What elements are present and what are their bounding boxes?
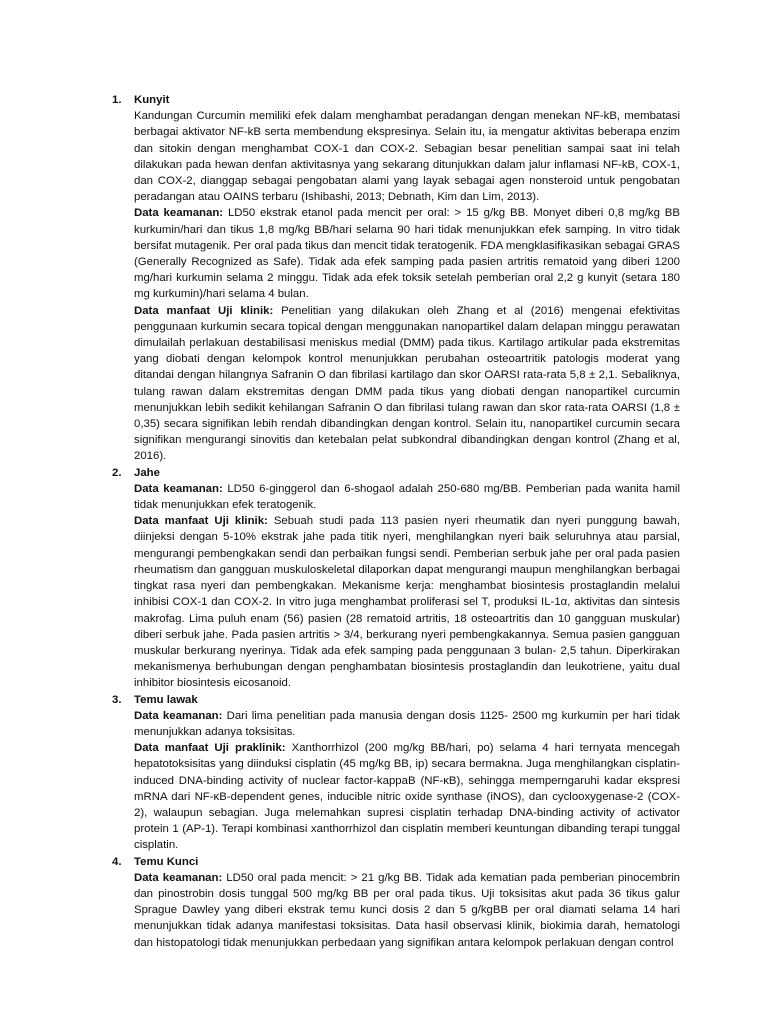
paragraph-safety-data: [134, 205, 680, 302]
paragraph-preclinical-data: [134, 740, 680, 853]
paragraph-safety-data: [134, 708, 680, 740]
paragraph-intro: [134, 108, 680, 205]
section-title: Temu Kunci: [134, 855, 199, 868]
paragraph-label: Data keamanan:: [134, 207, 224, 220]
paragraph-clinical-data: [134, 303, 680, 465]
paragraph-safety-data: [134, 870, 680, 951]
paragraph-text: Sebuah studi pada 113 pasien nyeri rheumatik dan nyeri punggung bawah, diinjeksi dengan 5-10% ekstrak jahe pada titik nyeri, menghilangkan nyeri baik seluruhnya atau parsial, mengurangi pembengkakan sendi dan perbaikan fungsi sendi. Pemberian serbuk jahe per oral pada pasien rheumatism dan gangguan muskuloskeletal dilaporkan dapat mengurangi maupun menghilangkan berbagai tingkat rasa nyeri dan pembengkakan. Mekanisme kerja: menghambat biosintesis prostaglandin melalui inhibisi COX-1 dan COX-2. In vitro juga menghambat proliferasi sel T, produksi IL-1α, aktivitas dan sintesis makrofag. Lima puluh enam (56) pasien (28 rematoid artritis, 18 osteoartritis dan 10 gangguan muskular) diberi serbuk jahe. Pada pasien artritis > 3/4, berkurang nyeri pembengkakannya. Semua pasien gangguan muskular berkurang nyerinya. Tidak ada efek samping pada penggunaan 3 bulan- 2,5 tahun. Diperkirakan mekanismenya berhubungan dengan penghambatan biosintesis prostaglandin dan leukotriene, yaitu dual inhibitor biosintesis eicosanoid.: [134, 515, 680, 690]
paragraph-text: Xanthorrhizol (200 mg/kg BB/hari, po) selama 4 hari ternyata mencegah hepatotoksisitas yang diinduksi cisplatin (45 mg/kg BB, ip) secara bermakna. Juga menghilangkan cisplatin-induced DNA-binding activity of nuclear factor-kappaB (NF-κB), sehingga memperngaruhi kadar ekspresi mRNA dari NF-κB-dependent genes, inducible nitric oxide synthase (iNOS), dan cyclooxygenase-2 (COX-2), walaupun sebagian. Juga melemahkan supresi cisplatin terhadap DNA-binding activity of activator protein 1 (AP-1). Terapi kombinasi xanthorrhizol dan cisplatin memberi keuntungan dibanding terapi tunggal cisplatin.: [134, 742, 680, 852]
section-title: Jahe: [134, 466, 160, 479]
paragraph-text: LD50 6-ginggerol dan 6-shogaol adalah 250-680 mg/BB. Pemberian pada wanita hamil tidak menunjukkan efek teratogenik.: [134, 482, 680, 512]
paragraph-text: Penelitian yang dilakukan oleh Zhang et al (2016) mengenai efektivitas penggunaan kurkumin secara topical dengan menggunakan nanopartikel dalam delapan minggu perawatan dimulailah perlakuan destabilisasi meniskus medial (DMM) pada tikus. Kartilago artikular pada ekstremitas yang diobati dengan kelompok kontrol menunjukkan perubahan osteoartritik patologis moderat yang ditandai dengan hilangnya Safranin O dan fibrilasi kartilago dan skor OARSI rata-rata 5,8 ± 2,1. Sebaliknya, tulang rawan dalam ekstremitas dengan DMM pada tikus yang diobati dengan nanopartikel curcumin menunjukkan lebih sedikit kehilangan Safranin O dan fibrilasi tulang rawan dan skor rata-rata OARSI (1,8 ± 0,35) secara signifikan lebih rendah dibandingkan dengan kontrol. Selain itu, nanopartikel curcumin secara signifikan mengurangi sinovitis dan ketebalan pelat subkondral dibandingkan dengan kontrol (Zhang et al, 2016).: [134, 304, 680, 463]
section-number: 2.: [112, 466, 122, 479]
section-number: 1.: [112, 94, 122, 106]
section-number: 4.: [112, 855, 122, 868]
paragraph-label: Data manfaat Uji klinik:: [134, 515, 268, 528]
paragraph-text: Dari lima penelitian pada manusia dengan dosis 1125- 2500 mg kurkumin per hari tidak menunjukkan adanya toksisitas.: [134, 709, 680, 738]
section-temu-kunci: [106, 854, 680, 951]
paragraph-label: Data keamanan:: [134, 709, 223, 722]
section-jahe: [106, 465, 680, 692]
section-temu-lawak: [106, 692, 680, 854]
paragraph-clinical-data: [134, 513, 680, 691]
section-number: 3.: [112, 693, 122, 706]
paragraph-label: Data keamanan:: [134, 482, 223, 495]
paragraph-label: Data manfaat Uji praklinik:: [134, 742, 286, 755]
section-title: Kunyit: [134, 94, 170, 106]
paragraph-label: Data manfaat Uji klinik:: [134, 304, 274, 317]
paragraph-text: LD50 oral pada mencit: > 21 g/kg BB. Tidak ada kematian pada pemberian pinocembrin dan pinostrobin dosis tunggal 500 mg/kg BB per oral pada tikus. Uji toksisitas akut pada 36 tikus galur Sprague Dawley yang diberi ekstrak temu kunci dosis 2 dan 5 g/kgBB per oral diamati selama 14 hari menunjukkan tidak adanya manifestasi toksisitas. Data hasil observasi klinik, biokimia darah, hematologi dan histopatologi tidak menunjukkan perbedaan yang signifikan antara kelompok perlakuan dengan control: [134, 871, 680, 949]
section-title: Temu lawak: [134, 693, 198, 706]
paragraph-label: Data keamanan:: [134, 871, 223, 884]
paragraph-text: LD50 ekstrak etanol pada mencit per oral: > 15 g/kg BB. Monyet diberi 0,8 mg/kg BB kurkumin/hari dan tikus 1,8 mg/kg BB/hari selama 90 hari tidak menunjukkan efek samping. In vitro tidak bersifat mutagenik. Per oral pada tikus dan mencit tidak teratogenik. FDA mengklasifikasikan sebagai GRAS (Generally Recognized as Safe). Tidak ada efek samping pada pasien artritis rematoid yang diberi 1200 mg/hari kurkumin selama 2 minggu. Tidak ada efek toksik setelah pemberian oral 2,2 g kunyit (setara 180 mg kurkumin)/hari selama 4 bulan.: [134, 207, 680, 301]
paragraph-text: Kandungan Curcumin memiliki efek dalam menghambat peradangan dengan menekan NF-kB, membatasi berbagai aktivator NF-kB serta membendung ekspresinya. Selain itu, ia mengatur aktivitas beberapa enzim dan sitokin dengan menghambat COX-1 dan COX-2. Sebagian besar penelitian sampai saat ini telah dilakukan pada hewan denfan aktivitasnya yang sekarang ditunjukkan dalam jalur inflamasi NF-kB, COX-1, dan COX-2, dianggap sebagai pengobatan alami yang layak sebagai agen nonsteroid untuk pengobatan peradangan atau OAINS terbaru (Ishibashi, 2013; Debnath, Kim dan Lim, 2013).: [134, 110, 680, 204]
section-kunyit: [106, 92, 680, 465]
paragraph-safety-data: [134, 481, 680, 513]
